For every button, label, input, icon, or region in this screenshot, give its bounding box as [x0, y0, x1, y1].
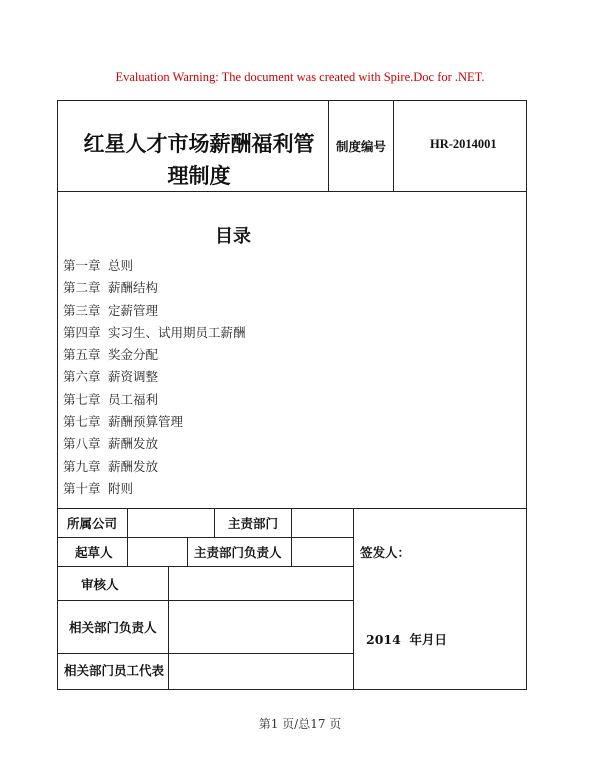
reviewer-label: 审核人 [81, 577, 119, 592]
toc-item[interactable]: 第二章 薪酬结构 [63, 280, 159, 296]
title-line-2: 理制度 [167, 164, 231, 188]
toc-item[interactable]: 第五章 奖金分配 [63, 347, 159, 363]
signer-label: 签发人： [360, 545, 411, 560]
row1-divider-c [291, 508, 292, 537]
title-line-1: 红星人才市场薪酬福利管 [83, 132, 315, 156]
row1-divider-b [214, 508, 215, 537]
toc-list [63, 257, 246, 502]
document-title [68, 128, 330, 192]
page-number: 第1 页/总17 页 [258, 717, 342, 731]
evaluation-warning: Evaluation Warning: The document was created with Spire.Doc for .NET. [115, 70, 485, 84]
toc-item[interactable]: 第一章 总则 [63, 258, 134, 273]
row2-divider-b [187, 537, 188, 566]
toc-item[interactable]: 第七章 薪酬预算管理 [63, 414, 184, 430]
rows345-divider [168, 566, 169, 690]
toc-item[interactable]: 第十章 附则 [63, 480, 134, 496]
row1-divider-a [127, 508, 128, 537]
doc-number-label: 制度编号 [336, 139, 387, 154]
toc-item[interactable]: 第八章 薪酬发放 [63, 436, 159, 452]
dept-label: 主责部门 [228, 516, 279, 531]
toc-item[interactable]: 第六章 薪资调整 [63, 369, 159, 385]
sign-date: 2014 年月日 [366, 632, 447, 647]
row2-divider-a [127, 537, 128, 566]
toc-item[interactable]: 第三章 定薪管理 [63, 302, 159, 318]
drafter-label: 起草人 [75, 545, 113, 560]
row-line-2 [57, 566, 353, 567]
toc-heading: 目录 [215, 226, 251, 247]
toc-item[interactable]: 第九章 薪酬发放 [63, 458, 159, 474]
toc-item[interactable]: 第七章 员工福利 [63, 391, 159, 407]
row2-divider-c [291, 537, 292, 566]
related-head-label: 相关部门负责人 [69, 620, 157, 635]
row-line-3 [57, 600, 353, 601]
row-line-1 [57, 537, 353, 538]
doc-number-value: HR-2014001 [430, 137, 497, 151]
dept-head-label: 主责部门负责人 [194, 545, 282, 560]
header-divider-2 [393, 100, 394, 192]
company-label: 所属公司 [67, 516, 118, 531]
toc-item[interactable]: 第四章 实习生、试用期员工薪酬 [63, 324, 246, 340]
row-line-4 [57, 653, 353, 654]
approval-right-divider [353, 508, 354, 690]
related-staff-label: 相关部门员工代表 [64, 663, 165, 678]
